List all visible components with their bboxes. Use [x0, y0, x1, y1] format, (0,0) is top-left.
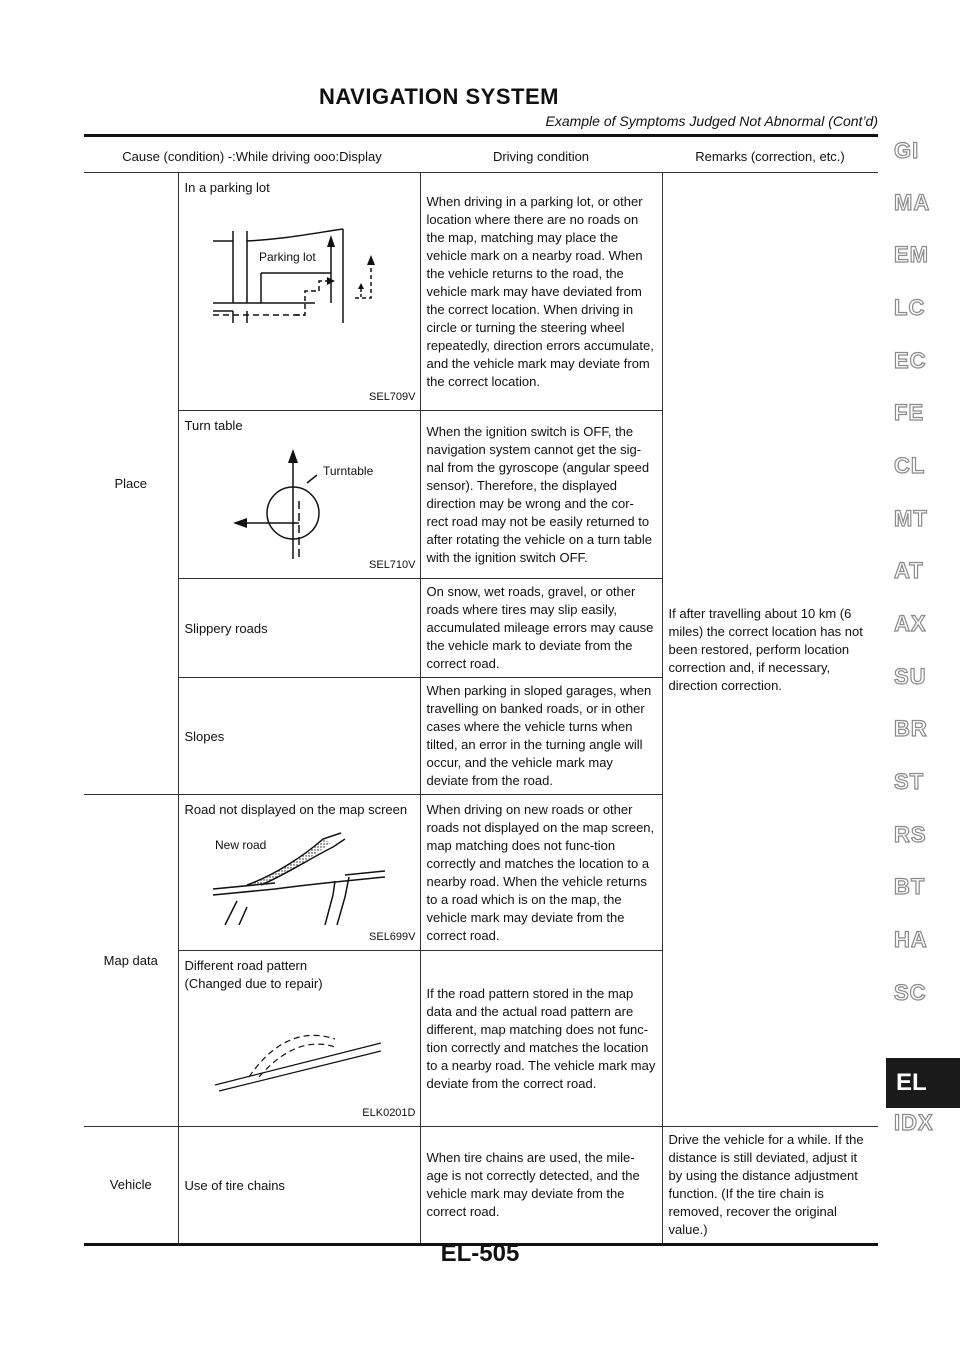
section-tab-cl[interactable]: CL [894, 453, 926, 478]
figure-code: SEL709V [369, 391, 416, 403]
remark-cell: Drive the vehicle for a while. If the distance is still deviated, adjust it by using the distance adjustment function. (If the tire chain is removed, recover the original value.) [662, 1127, 878, 1245]
page-number: EL-505 [440, 1240, 520, 1267]
condition-cell [178, 1127, 420, 1245]
road-pattern-figure [185, 999, 385, 1099]
condition-label: Slopes [184, 729, 225, 744]
figure-code: SEL699V [369, 931, 416, 943]
section-tab-at[interactable]: AT [894, 558, 924, 583]
condition-cell [178, 795, 420, 951]
condition-label: Turn table [184, 418, 243, 433]
table-header-row [84, 142, 878, 173]
figure-code: SEL710V [369, 559, 416, 571]
symptom-table [84, 142, 878, 1246]
section-tab-br[interactable]: BR [894, 716, 928, 741]
section-tab-rs[interactable]: RS [894, 822, 927, 847]
section-tab-sc[interactable]: SC [894, 980, 927, 1005]
description-cell: When tire chains are used, the mile-age is not correctly detected, and the vehicle mark may deviate from the correct road. [420, 1127, 662, 1245]
figure-label: Parking lot [258, 250, 316, 264]
condition-label: Slippery roads [184, 621, 268, 636]
figure-label: Turntable [322, 464, 373, 478]
column-header-driving-condition: Driving condition [420, 142, 662, 173]
section-tab-st[interactable]: ST [894, 769, 925, 794]
table-row [84, 173, 878, 411]
description-cell: When parking in sloped garages, when travelling on banked roads, or in other cases where the vehicle turns when tilted, an error in the turning angle will occur, and the vehicle mark may deviate from the road. [420, 678, 662, 795]
section-tab-su[interactable]: SU [894, 664, 927, 689]
condition-cell [178, 173, 420, 411]
condition-cell [178, 411, 420, 579]
section-tab-ma[interactable]: MA [894, 190, 931, 215]
shared-remark-cell: If after travelling about 10 km (6 miles) the correct location has not been restored, perform location correction and, if necessary, direction correction. [662, 173, 878, 1127]
section-tab-bt[interactable]: BT [894, 874, 926, 899]
page-subtitle: Example of Symptoms Judged Not Abnormal (Cont’d) [545, 113, 878, 129]
section-tab-ha[interactable]: HA [894, 927, 928, 952]
condition-cell [178, 678, 420, 795]
description-cell: If the road pattern stored in the map data and the actual road pattern are different, map matching does not func-tion correctly and matches the location to a nearby road. The vehicle mark may deviate from the correct road. [420, 951, 662, 1127]
section-tab-lc[interactable]: LC [894, 295, 926, 320]
section-tab-el-active[interactable]: EL [886, 1058, 960, 1108]
condition-cell [178, 579, 420, 678]
header-rule [84, 134, 878, 137]
column-header-remarks: Remarks (correction, etc.) [662, 142, 878, 173]
figure-code: ELK0201D [362, 1107, 416, 1119]
page-title: NAVIGATION SYSTEM [319, 84, 559, 109]
section-tab-ax[interactable]: AX [894, 611, 927, 636]
parking-lot-figure [185, 203, 385, 323]
category-cell: Vehicle [84, 1127, 178, 1245]
section-tab-idx[interactable]: IDX [894, 1110, 934, 1135]
condition-label: In a parking lot [184, 180, 270, 195]
condition-label: Road not displayed on the map screen [184, 802, 408, 817]
description-cell: When driving on new roads or other roads not displayed on the map screen, map matching does not func-tion correctly and matches the location to a nearby road. When the vehicle returns to a road which is on the map, the vehicle mark may deviate from the correct road. [420, 795, 662, 951]
section-tab-mt[interactable]: MT [894, 506, 928, 531]
section-tab-gi[interactable]: GI [894, 138, 920, 163]
description-cell: On snow, wet roads, gravel, or other roads where tires may slip easily, accumulated mileage errors may cause the vehicle mark to deviate from the correct road. [420, 579, 662, 678]
description-cell: When the ignition switch is OFF, the navigation system cannot get the sig-nal from the gyroscope (angular speed sensor). Therefore, the displayed direction may be wrong and the cor-rect road may not be easily returned to after rotating the vehicle on a turn table with the ignition switch OFF. [420, 411, 662, 579]
condition-label: Use of tire chains [184, 1178, 285, 1193]
section-tab-ec[interactable]: EC [894, 348, 927, 373]
condition-cell [178, 951, 420, 1127]
table-row [84, 1127, 878, 1245]
description-cell: When driving in a parking lot, or other location where there are no roads on the map, matching may place the vehicle mark on a nearby road. When the vehicle returns to the road, the vehicle mark may have deviated from the correct location. When driving in circle or turning the steering wheel repeatedly, direction errors accumulate, and the vehicle mark may deviate from the correct location. [420, 173, 662, 411]
section-tab-em[interactable]: EM [894, 242, 929, 267]
figure-label: New road [214, 838, 266, 852]
section-tab-fe[interactable]: FE [894, 400, 925, 425]
condition-label: Different road pattern (Changed due to repair) [184, 958, 323, 991]
column-header-cause: Cause (condition) -:While driving ooo:Display [84, 142, 420, 173]
new-road-figure [185, 825, 385, 925]
category-cell: Map data [84, 795, 178, 1127]
category-cell: Place [84, 173, 178, 795]
turntable-figure [185, 441, 385, 559]
